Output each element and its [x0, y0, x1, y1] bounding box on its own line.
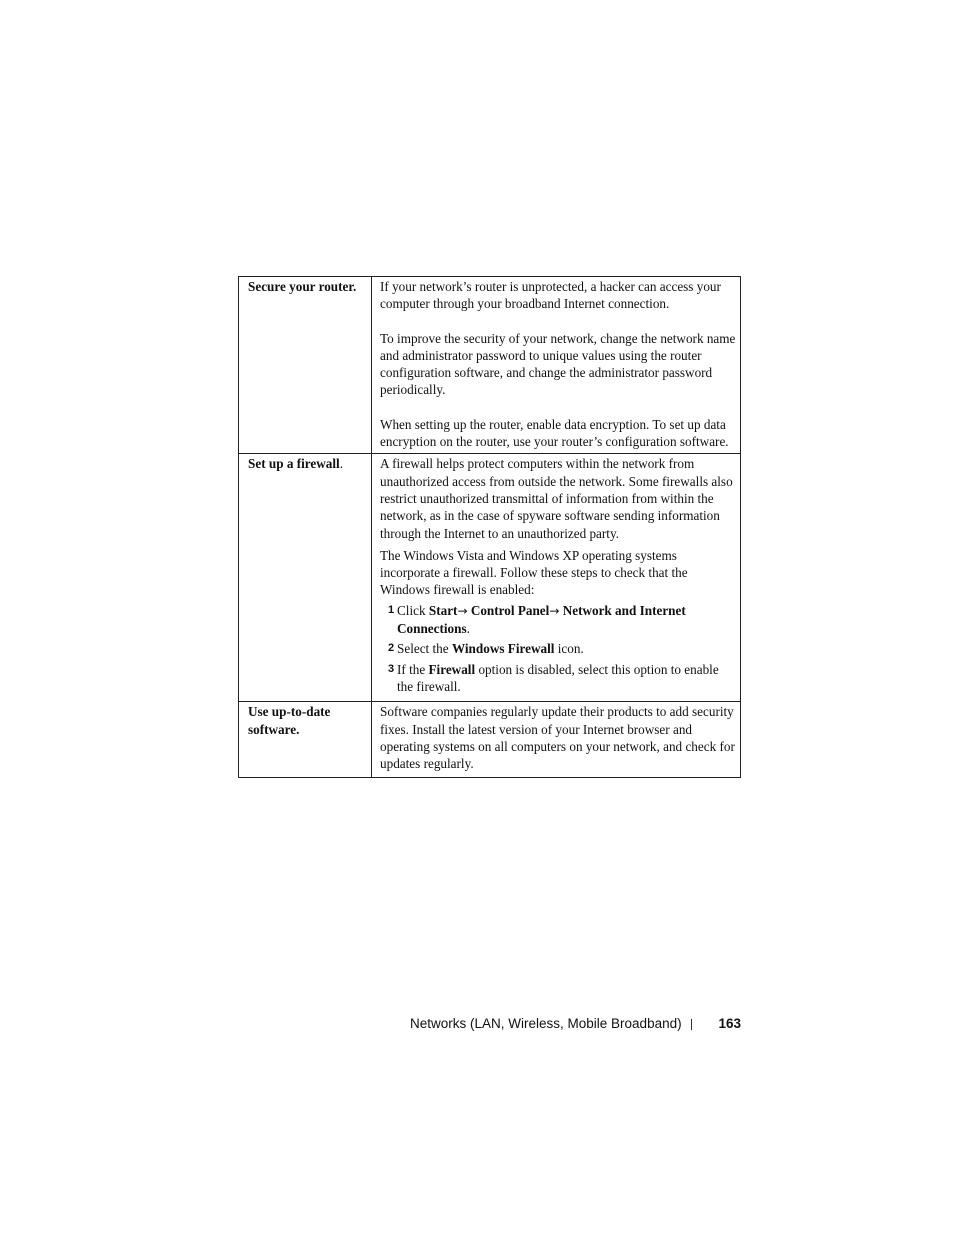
step-text: Select the	[397, 641, 452, 657]
row-description-cell	[372, 702, 741, 778]
row-label-cell	[239, 277, 372, 454]
step-number: 2	[388, 642, 395, 655]
paragraph: A firewall helps protect computers within the network from unauthorized access from outside the network. Some firewalls also restrict unauthorized transmittal of information from within the network, as in the case of spyware software sending information through the Internet to an unauthorized party.	[380, 456, 733, 541]
page-footer	[410, 1015, 741, 1033]
page-number: 163	[718, 1016, 741, 1031]
row-label-cell	[239, 702, 372, 778]
paragraph: When setting up the router, enable data encryption. To set up data encryption on the router, use your router’s configuration software.	[380, 416, 729, 450]
paragraph: Software companies regularly update their products to add security fixes. Install the latest version of your Internet browser and operating systems on all computers on your network, and check for updates regularly.	[380, 704, 735, 772]
footer-divider	[691, 1019, 692, 1030]
steps-list	[380, 602, 736, 695]
row-label-cell	[239, 454, 372, 702]
row-label-period: .	[339, 456, 343, 472]
row-description-cell	[372, 454, 741, 702]
arrow-right-icon: →	[457, 603, 468, 618]
row-label	[248, 455, 365, 472]
row-label: Secure your router.	[248, 279, 357, 294]
menu-path-control-panel: Control Panel	[467, 602, 550, 618]
row-label-bold: Set up a firewall	[248, 456, 340, 472]
firewall-option-label: Firewall	[428, 661, 476, 677]
table-row	[239, 277, 741, 454]
step-text: .	[466, 621, 470, 637]
row-description-cell	[372, 277, 741, 454]
step-item	[380, 602, 736, 638]
table-row	[239, 702, 741, 778]
recommendations-table	[238, 276, 741, 778]
paragraph: The Windows Vista and Windows XP operating systems incorporate a firewall. Follow these steps to check that the Windows firewall is enabled:	[380, 547, 688, 598]
step-text: Click	[397, 602, 429, 618]
step-number: 3	[388, 662, 395, 675]
menu-path-start: Start	[428, 602, 458, 618]
table-row	[239, 454, 741, 702]
step-text: option is disabled, select this option to enable the firewall.	[397, 661, 719, 694]
row-label: Use up-to-date software.	[248, 704, 331, 737]
step-text: icon.	[554, 641, 584, 657]
step-item	[380, 661, 736, 696]
step-number: 1	[388, 603, 395, 616]
paragraph: If your network’s router is unprotected, a hacker can access your computer through your broadband Internet connection.	[380, 279, 721, 312]
arrow-right-icon: →	[549, 603, 560, 618]
footer-section-title: Networks (LAN, Wireless, Mobile Broadband)	[410, 1016, 682, 1031]
paragraph: To improve the security of your network, change the network name and administrator password to unique values using the router configuration software, and change the administrator password periodically.	[380, 330, 736, 398]
step-text: If the	[397, 661, 429, 677]
windows-firewall-label: Windows Firewall	[451, 641, 555, 657]
step-item	[380, 640, 736, 657]
menu-path-network-connections: Network and Internet Connections	[397, 602, 686, 637]
